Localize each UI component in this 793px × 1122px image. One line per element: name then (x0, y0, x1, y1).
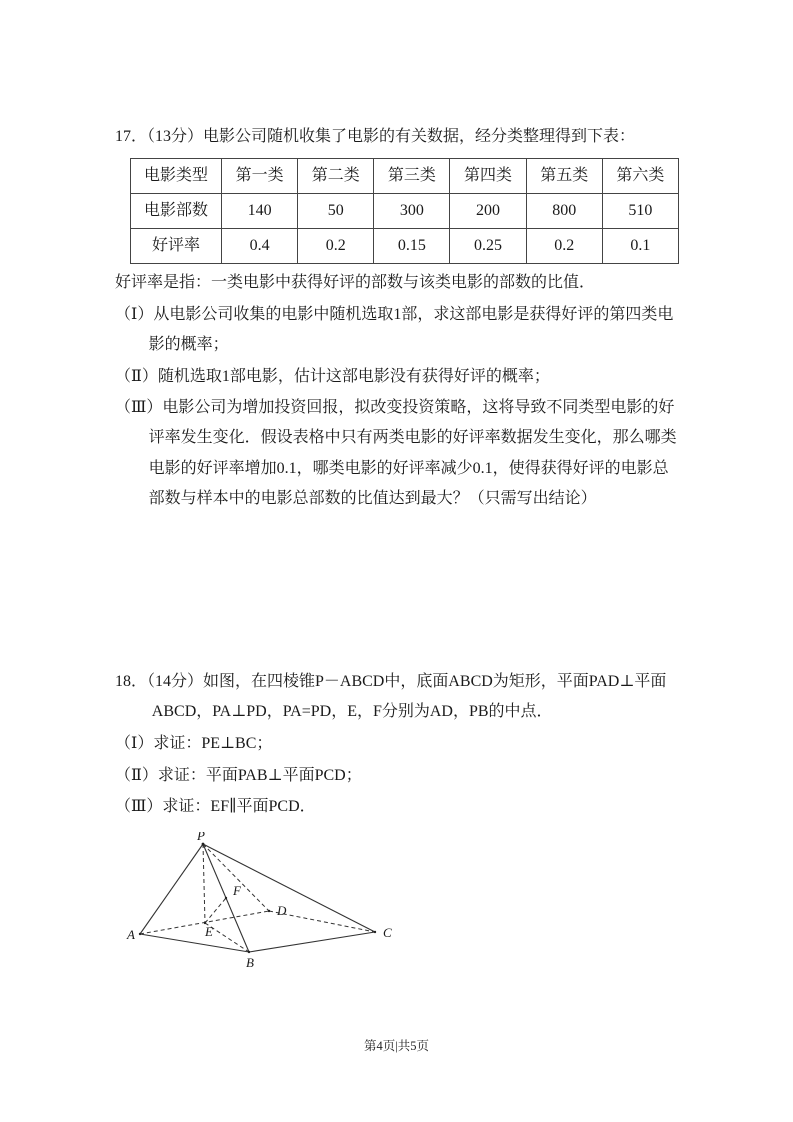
q18-part-1: （Ⅰ）求证：PE⊥BC； (115, 735, 273, 753)
page-number: 第4页|共5页 (363, 1039, 429, 1053)
table-header-cell: 第二类 (298, 159, 374, 194)
table-cell: 800 (526, 194, 602, 229)
pyramid-figure (117, 832, 417, 982)
vertex-label-E: E (205, 924, 213, 940)
vertex-label-B: B (246, 955, 254, 971)
pyramid-figure-container (117, 832, 681, 993)
table-header-cell: 第一类 (222, 159, 298, 194)
table-cell: 电影部数 (131, 194, 222, 229)
vertex-label-C: C (383, 925, 392, 941)
table-row (131, 229, 679, 264)
q17-part-2: （Ⅱ）随机选取1部电影，估计这部电影没有获得好评的概率； (115, 367, 550, 385)
table-cell: 50 (298, 194, 374, 229)
dashed-edges (140, 844, 375, 952)
table-cell: 0.4 (222, 229, 298, 264)
question-17 (115, 122, 681, 515)
vertex-dots (139, 843, 376, 954)
page-content (115, 122, 681, 994)
question-18 (115, 667, 681, 994)
table-header-cell: 第三类 (374, 159, 450, 194)
table-cell: 200 (450, 194, 526, 229)
vertex-label-D: D (277, 903, 287, 919)
table-row (131, 194, 679, 229)
table-cell: 0.2 (526, 229, 602, 264)
solid-edges (140, 844, 375, 952)
table-header-cell: 第六类 (602, 159, 678, 194)
table-cell: 0.15 (374, 229, 450, 264)
table-header-cell: 电影类型 (131, 159, 222, 194)
table-header-cell: 第四类 (450, 159, 526, 194)
table-cell: 0.1 (602, 229, 678, 264)
table-cell: 510 (602, 194, 678, 229)
table-cell: 0.25 (450, 229, 526, 264)
vertex-label-A: A (127, 927, 135, 943)
table-cell: 0.2 (298, 229, 374, 264)
table-row (131, 159, 679, 194)
table-cell: 好评率 (131, 229, 222, 264)
table-cell: 140 (222, 194, 298, 229)
q17-part-3: （Ⅲ）电影公司为增加投资回报，拟改变投资策略，这将导致不同类型电影的好评率发生变化．假设表格中只有两类电影的好评率数据发生变化，那么哪类电影的好评率增加0.1，哪类电影的好评率减少0.1，使得获得好评的电影总部数与样本中的电影总部数的比值达到最大？（只需写出结论） (115, 398, 677, 508)
question-18-stem: 18．（14分）如图，在四棱锥P－ABCD中，底面ABCD为矩形，平面PAD⊥平面ABCD，PA⊥PD，PA=PD，E，F分别为AD，PB的中点． (115, 672, 667, 720)
q17-part-1: （Ⅰ）从电影公司收集的电影中随机选取1部，求这部电影是获得好评的第四类电影的概率； (115, 305, 674, 354)
q18-part-2: （Ⅱ）求证：平面PAB⊥平面PCD； (115, 766, 362, 784)
table-header-cell: 第五类 (526, 159, 602, 194)
table-cell: 300 (374, 194, 450, 229)
vertex-label-F: F (233, 883, 241, 899)
q17-data-table (130, 158, 679, 264)
q17-note: 好评率是指：一类电影中获得好评的部数与该类电影的部数的比值． (115, 274, 596, 292)
q18-part-3: （Ⅲ）求证：EF∥平面PCD． (115, 798, 316, 816)
question-17-stem: 17．（13分）电影公司随机收集了电影的有关数据，经分类整理得到下表： (115, 128, 636, 145)
vertex-label-P: P (197, 832, 205, 844)
